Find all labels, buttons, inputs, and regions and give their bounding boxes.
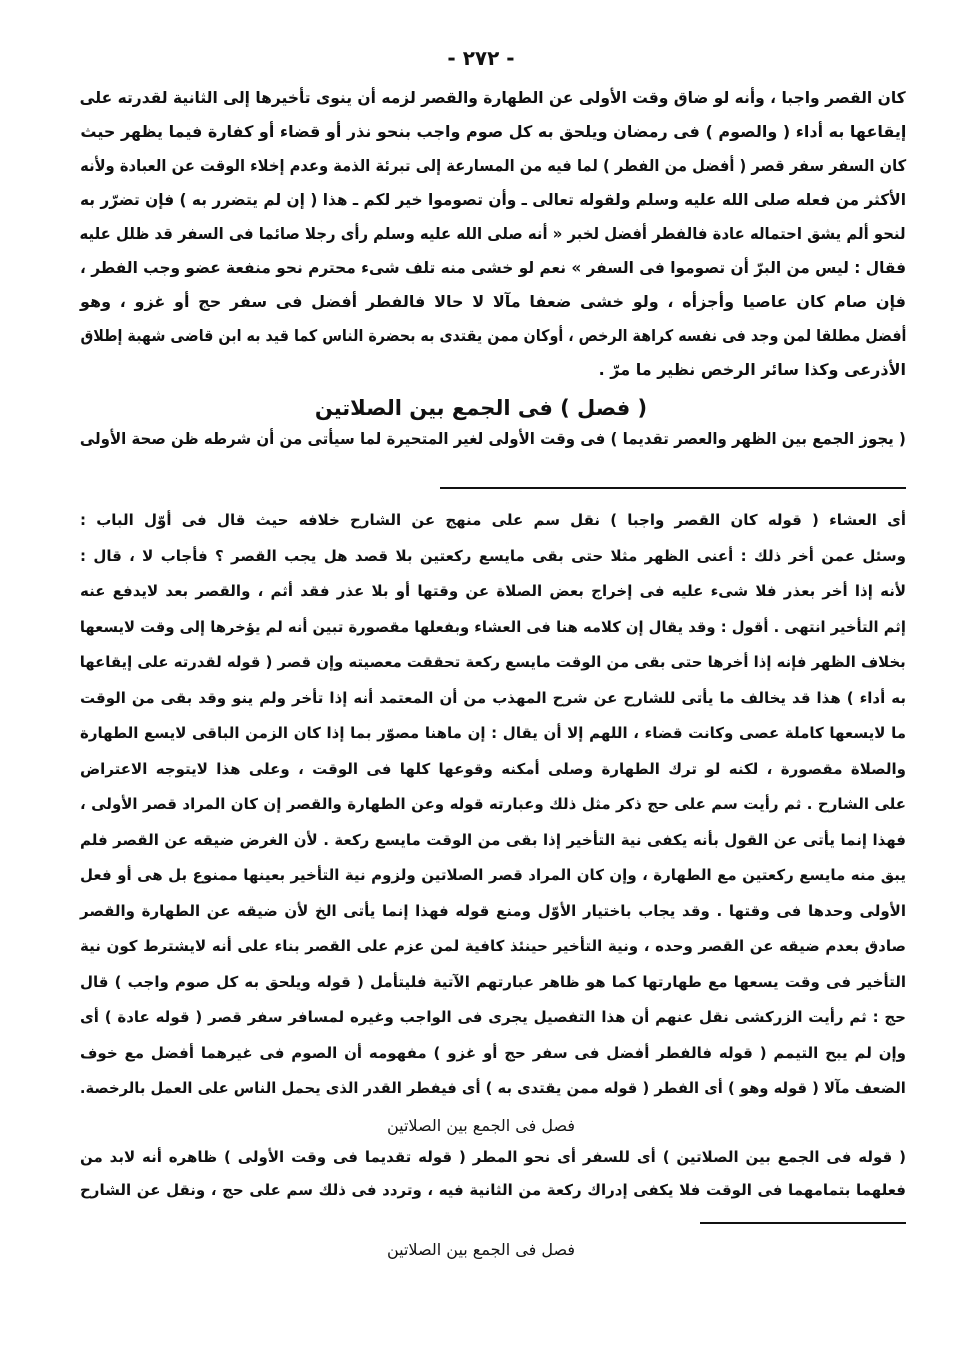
text-line: على الشارح . ثم رأيت سم على حج ذكر مثل ذلك وعبارته قوله وعن الطهارة والقصر إن كان المراد قصر الأولى ،: [80, 795, 906, 813]
footnote-heading: فصل فى الجمع بين الصلاتين: [386, 1116, 576, 1135]
section-first-line: ( يجوز الجمع بين الظهر والعصر تقديما ) فى وقت الأولى لغير المتحيرة لما سيأتى من أن شرطه ظن صحة الأولى: [80, 429, 906, 448]
page-number: - ٢٧٢ -: [447, 46, 515, 70]
text-line: به أداء ) هذا قد يخالف ما يأتى للشارح عن شرح المهذب من أن المعتمد أنه إذا تأخر ولم ينو وقد بقى من الوقت: [80, 688, 906, 707]
text-line: الأذرعى وكذا سائر الرخص نظير ما مرّ .: [598, 360, 906, 379]
text-line: حج : ثم رأيت الزركشى نقل عنهم أن هذا التفصيل يجرى فى الواجب وغيره لمسافر سفر قصر ( قوله عادة ) أى: [80, 1008, 906, 1026]
footnote-separator: [440, 487, 906, 489]
text-line: إيقاعها به أداء ( والصوم ) فى رمضان ويلحق به كل صوم واجب بنحو نذر أو قضاء أو كفارة فيما يظهر حيث: [80, 122, 906, 141]
text-line: فقال : ليس من البرّ أن تصوموا فى السفر » نعم لو خشى منه تلف شىء محترم نحو منفعة عضو وجب الفطر ،: [80, 258, 906, 277]
text-line: الأولى وحدها فى وقتها . وقد يجاب باختيار الأوّل ومنع قوله فهذا إنما يأتى الخ لأن ضيقه عن الطهارة والقصر: [80, 901, 906, 920]
text-line: وإن لم يبح التيمم ( قوله فالفطر أفضل فى سفر حج أو غزو ) مفهومه أن الصوم فى غيرهما أفضل مع خوف: [80, 1043, 906, 1062]
text-line: الأكثر من فعله صلى الله عليه وسلم ولقوله تعالى ـ وأن تصوموا خير لكم ـ هذا ( إن لم يتضرر به ) فإن تضرّر به: [80, 190, 906, 209]
text-line: فهذا إنما يأتى عن القول بأنه يكفى نية التأخير إذا بقى من الوقت مايسع ركعة . لأن الغرض ضيقه عن القصر فلم: [80, 830, 906, 849]
text-line: فعلهما بتمامهما فى الوقت فلا يكفى إدراك ركعة من الثانية فيه ، وتردد فى ذلك سم على حج ، ونقل عن الشارح: [80, 1181, 906, 1199]
text-line: فإن صام كان عاصيا وأجزأه ، ولو خشى ضعفا مآلا لا حالا فالفطر أفضل فى سفر حج أو غزو ، وهو: [80, 292, 906, 311]
bottom-heading: فصل فى الجمع بين الصلاتين: [386, 1240, 576, 1259]
text-line: يبق منه مايسع ركعتين مع الطهارة ، وإن كان المراد قصر الصلاتين ولزوم نية التأخير بعينها ممنوع بل هى أو فعل: [80, 866, 906, 884]
text-line: وسئل عمن أخر ذلك : أعنى الظهر مثلا حتى بقى مايسع ركعتين بلا قصد هل يجب القصر ؟ فأجاب لا ، قال :: [80, 546, 906, 565]
text-line: التأخير فى وقت يسعها مع طهارتها كما هو ظاهر عبارتهم الآتية فليتأمل ( قوله ويلحق به كل صوم واجب ) قال: [80, 972, 906, 991]
bottom-separator: [700, 1222, 906, 1224]
text-line: والصلاة مقصورة ، لكنه لو ترك الطهارة وصلى أمكنه وقوعها كلها فى الوقت ، وعلى هذا لايتوجه الاعتراض: [80, 759, 906, 778]
section-heading: ( فصل ) فى الجمع بين الصلاتين: [314, 396, 648, 420]
text-line: كان السفر سفر قصر ( أفضل من الفطر ) لما فيه من المسارعة إلى تبرئة الذمة وعدم إخلاء الوقت عن العبادة ولأنه: [80, 156, 906, 175]
text-line: أى العشاء ( قوله كان القصر واجبا ) نقل سم على منهج عن الشارح خلافه حيث قال فى أوّل الباب :: [80, 511, 906, 529]
text-line: بخلاف الظهر فإنه إذا أخرها حتى بقى من الوقت مايسع ركعة تحققت معصيته وإن قصر ( قوله لقدرته على إيقاعها: [80, 653, 906, 671]
text-line: صادق بعدم ضيقه عن القصر وحده ، ونية التأخير حينئذ كافية لمن عزم على القصر بناء على أنه لايشترط كون نية: [80, 937, 906, 955]
text-line: كان القصر واجبا ، وأنه لو ضاق وقت الأولى عن الطهارة والقصر لزمه أن ينوى تأخيرها إلى الثانية لقدرته على: [80, 88, 906, 107]
text-line: ما لايسعها كاملة عصى وكانت قضاء ، اللهم إلا أن يقال : إن ماهنا مصوّر بما إذا كان الزمن الباقى لايسع الطهارة: [80, 724, 906, 742]
text-line: الضعف مآلا ( قوله وهو ) أى الفطر ( قوله ممن يقتدى به ) أى فيفطر القدر الذى يحمل الناس على العمل بالرخصة.: [80, 1079, 906, 1097]
text-line: ( قوله فى الجمع بين الصلاتين ) أى للسفر أى نحو المطر ( قوله تقديما فى وقت الأولى ) ظاهره أنه لابد من: [80, 1148, 906, 1166]
text-line: أفضل مطلقا لمن وجد فى نفسه كراهة الرخص ، أوكان ممن يقتدى به بحضرة الناس كما قيد به ابن قاضى شهبة إطلاق: [80, 326, 906, 345]
text-line: لأنه إذا أخر بعذر فلا شىء عليه فى إخراج بعض الصلاة عن وقتها أو بلا عذر فقد أثم ، والقصر بعد لايدفع عنه: [80, 582, 906, 600]
text-line: لنحو ألم يشق احتماله عادة فالفطر أفضل لخبر « أنه صلى الله عليه وسلم رأى رجلا صائما فى السفر قد ظلل عليه: [80, 224, 906, 243]
text-line: إثم التأخير انتهى . أقول : وقد يقال إن كلامه هنا فى العشاء وبفعلها مقصورة تبين أنه لم يؤخرها إلى وقت لايسعها: [80, 617, 906, 636]
